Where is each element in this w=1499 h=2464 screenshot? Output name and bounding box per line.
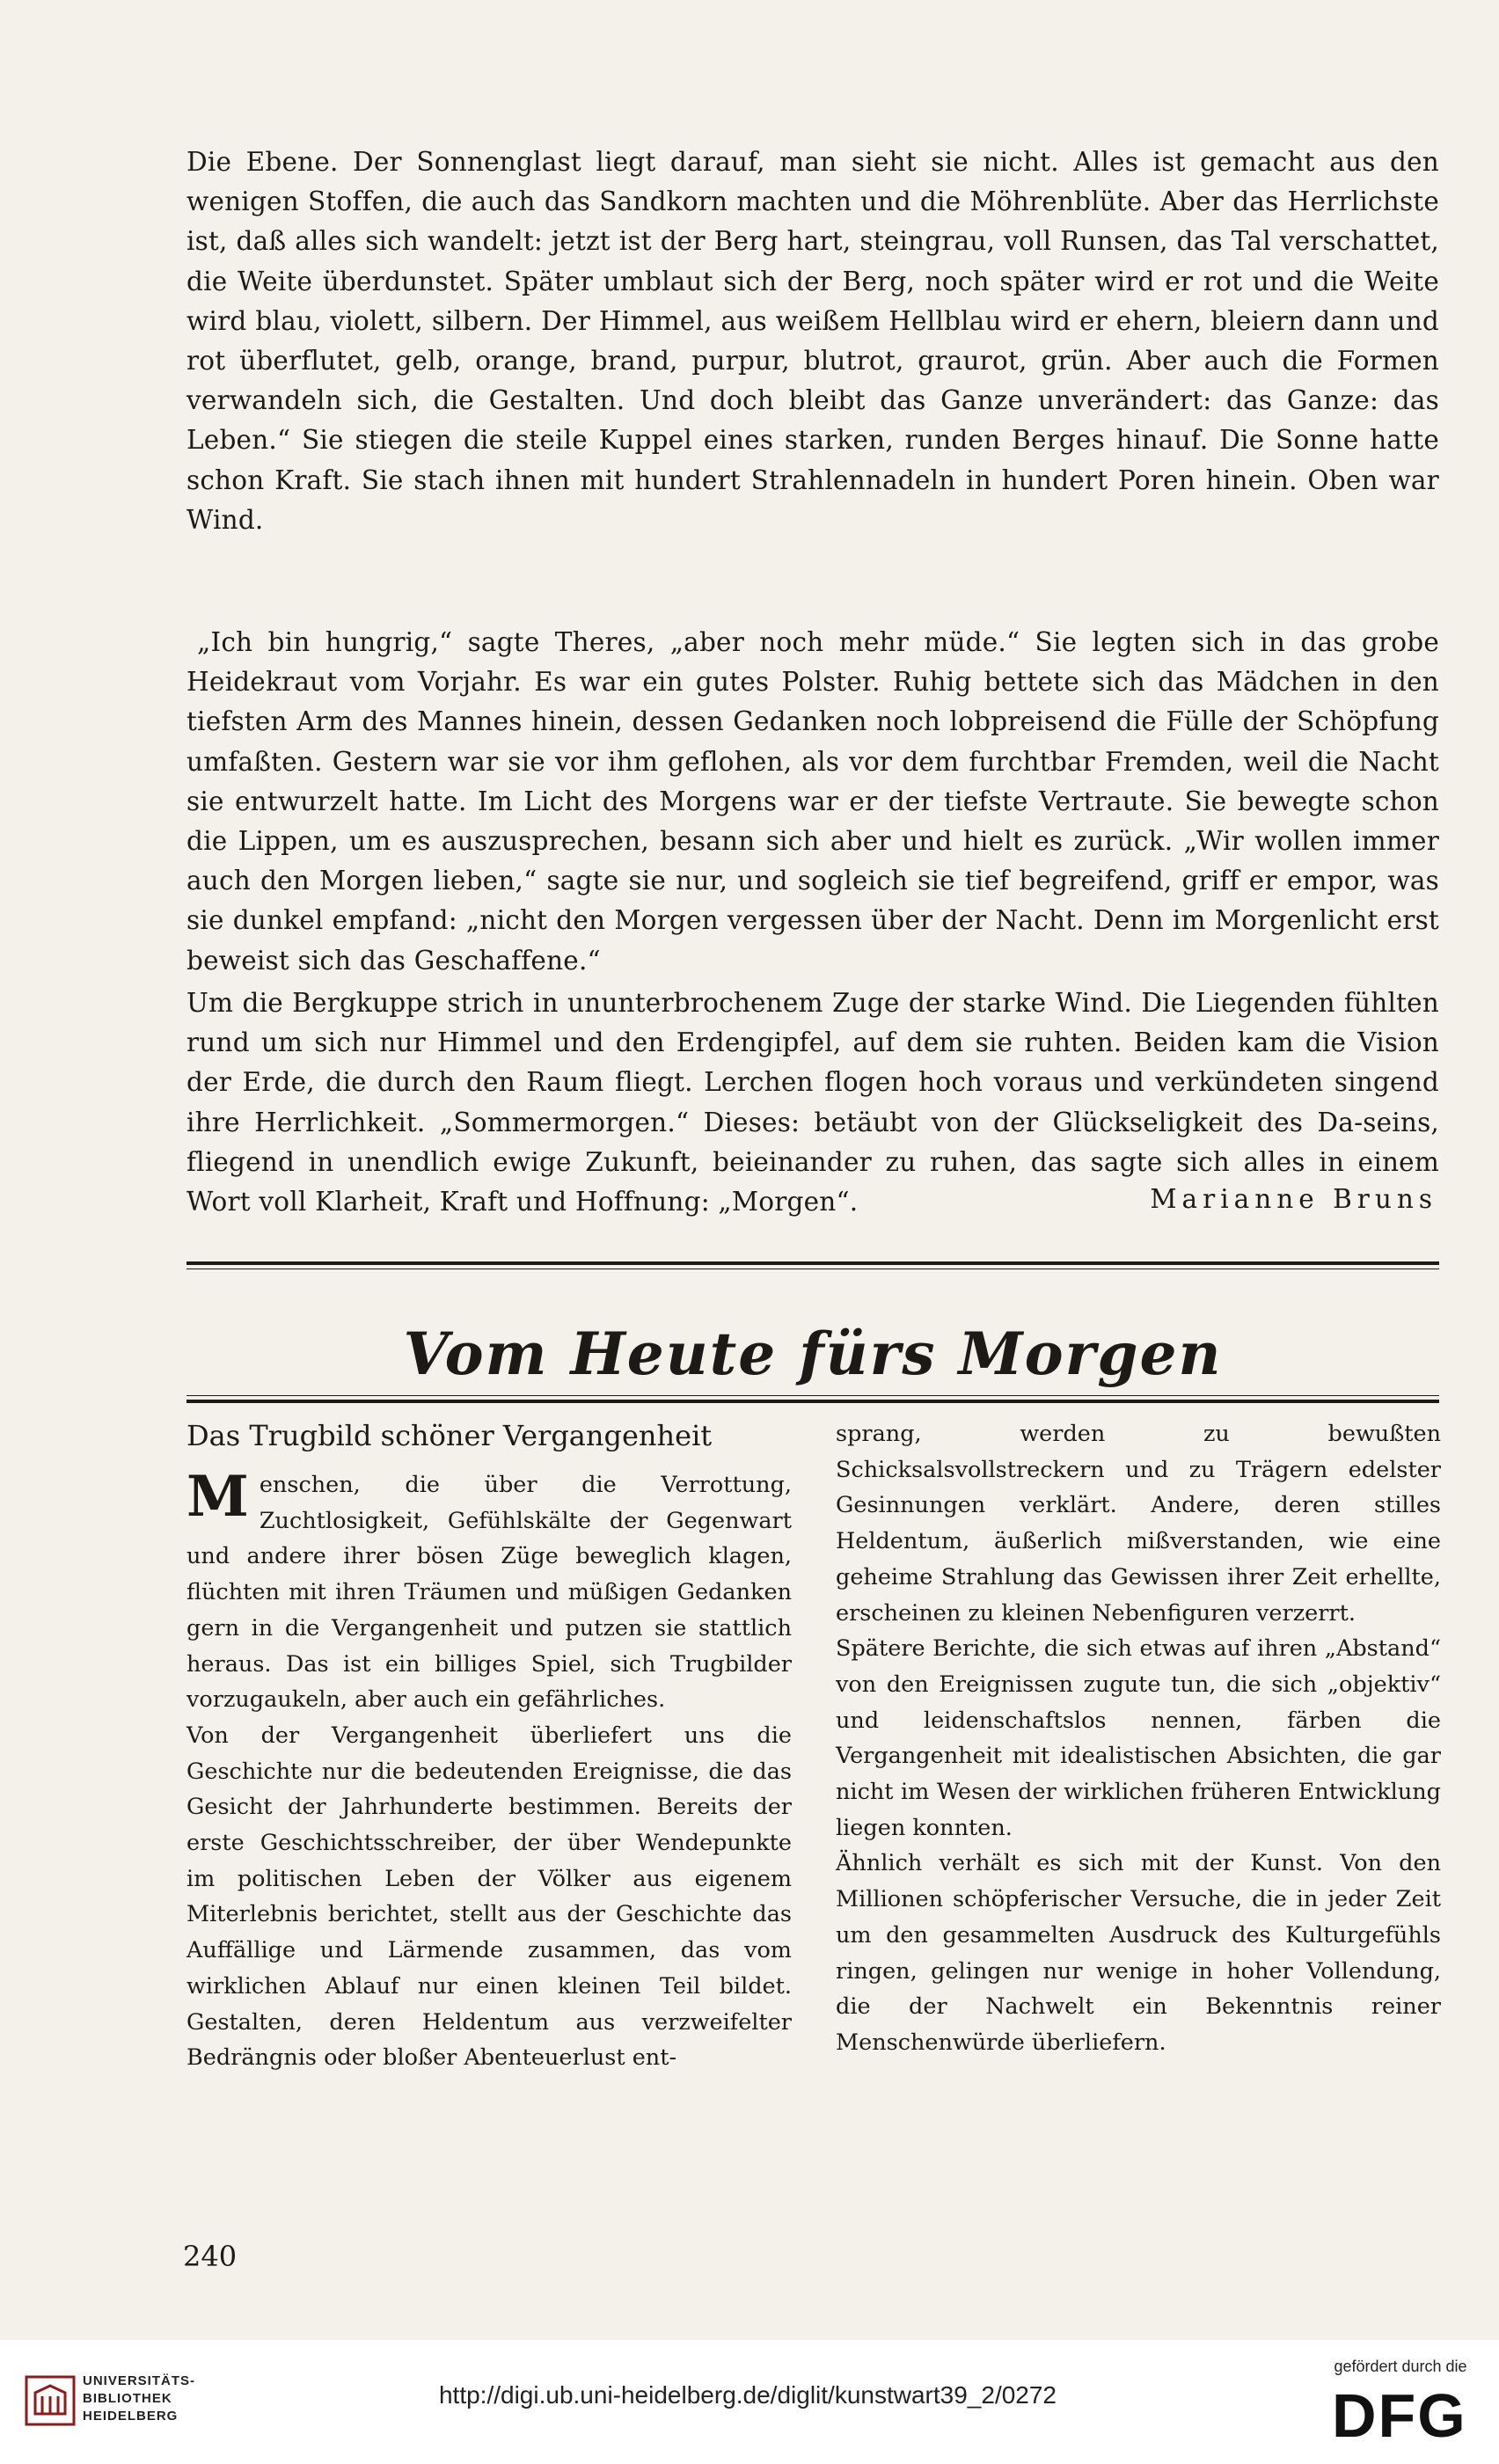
library-name-line-1: UNIVERSITÄTS- <box>83 2373 196 2388</box>
right-column <box>836 1416 1441 2061</box>
library-name-line-3: HEIDELBERG <box>83 2409 179 2424</box>
left-paragraph-1-text: enschen, die über die Verrottung, Zuchtlosigkeit, Gefühlskälte der Gegenwart und andere ihrer bösen Züge beweglich klagen, flüchten mit ihren Träumen und müßigen Gedanken gern in die Vergangenheit und putzen sie stattlich heraus. Das ist ein billiges Spiel, sich Trugbilder vorzugaukeln, aber auch ein gefährliches. <box>186 1472 792 1714</box>
divider-rule-bottom-thin <box>186 1395 1439 1396</box>
article-paragraph-1: Die Ebene. Der Sonnenglast liegt darauf, man sieht sie nicht. Alles ist gemacht aus den wenigen Stoffen, die auch das Sandkorn machten und die Möhrenblüte. Aber das Herrlichste ist, daß alles sich wandelt: jetzt ist der Berg hart, steingrau, voll Runsen, das Tal verschattet, die Weite überdunstet. Später umblaut sich der Berg, noch später wird er rot und die Weite wird blau, violett, silbern. Der Himmel, aus weißem Hellblau wird er ehern, bleiern dann und rot überflutet, gelb, orange, brand, purpur, blutrot, graurot, grün. Aber auch die Formen verwandeln sich, die Gestalten. Und doch bleibt das Ganze unverändert: das Ganze: das Leben.“ Sie stiegen die steile Kuppel eines starken, runden Berges hinauf. Die Sonne hatte schon Kraft. Sie stach ihnen mit hundert Strahlennadeln in hundert Poren hinein. Oben war Wind. <box>186 147 1439 535</box>
drop-cap: M <box>186 1464 249 1530</box>
divider-rule-top <box>186 1261 1439 1265</box>
dfg-logo[interactable]: DFG <box>1332 2381 1467 2450</box>
library-logo-icon[interactable] <box>25 2375 76 2426</box>
section-title: Vom Heute fürs Morgen <box>403 1320 1223 1388</box>
permalink-url[interactable]: http://digi.ub.uni-heidelberg.de/diglit/kunstwart39_2/0272 <box>438 2381 1057 2409</box>
article-paragraph-2: „Ich bin hungrig,“ sagte Theres, „aber noch mehr müde.“ Sie legten sich in das grobe Heidekraut vom Vorjahr. Es war ein gutes Polster. Ruhig bettete sich das Mädchen in den tiefsten Arm des Mannes hinein, dessen Gedanken noch lobpreisend die Fülle der Schöpfung umfaßten. Gestern war sie vor ihm geflohen, als vor dem furchtbar Fremden, weil die Nacht sie entwurzelt hatte. Im Licht des Morgens war er der tiefste Vertraute. Sie bewegte schon die Lippen, um es auszusprechen, besann sich aber und hielt es zurück. „Wir wollen immer auch den Morgen lieben,“ sagte sie nur, und sogleich sie tief begreifend, griff er empor, was sie dunkel empfand: „nicht den Morgen vergessen über der Nacht. Denn im Morgenlicht erst beweist sich das Geschaffene.“ <box>186 627 1439 976</box>
article-subtitle: Das Trugbild schöner Vergangenheit <box>186 1419 713 1452</box>
left-column-paragraph-1 <box>186 1464 792 1718</box>
library-name[interactable] <box>83 2373 195 2425</box>
page-number: 240 <box>183 2240 238 2273</box>
right-column-paragraph-2: Spätere Berichte, die sich etwas auf ihren „Abstand“ von den Ereignissen zugute tun, die sich „objektiv“ und leidenschaftslos nennen, färben die Vergangenheit mit idealistischen Absichten, die gar nicht im Wesen der wirklichen früheren Entwicklung liegen konnten. <box>836 1635 1441 1841</box>
divider-rule-bottom <box>186 1400 1439 1403</box>
left-column-paragraph-2: Von der Vergangenheit überliefert uns die Geschichte nur die bedeutenden Ereignisse, die das Gesicht der Jahrhunderte bestimmen. Bereits der erste Geschichtsschreiber, der über Wendepunkte im politischen Leben der Völker aus eigenem Miterlebnis berichtet, stellt aus der Geschichte das Auffällige und Lärmende zusammen, das vom wirklichen Ablauf nur einen kleinen Teil bildet. Gestalten, deren Heldentum aus verzweifelter Bedrängnis oder bloßer Abenteuerlust ent- <box>186 1722 792 2072</box>
right-column-paragraph-1: sprang, werden zu bewußten Schicksalsvollstreckern und zu Trägern edelster Gesinnungen verklärt. Andere, deren stilles Heldentum, äußerlich mißverstanden, wie eine geheime Strahlung das Gewissen ihrer Zeit erhellte, erscheinen zu kleinen Nebenfiguren verzerrt. <box>836 1421 1441 1627</box>
left-column <box>186 1416 792 2076</box>
author-signature: Marianne Bruns <box>1150 1184 1437 1214</box>
sponsor-text: gefördert durch die <box>1334 2358 1467 2375</box>
article-paragraph-3: Um die Bergkuppe strich in ununterbrochenem Zuge der starke Wind. Die Liegenden fühlten rund um sich nur Himmel und den Erdengipfel, auf dem sie ruhten. Beiden kam die Vision der Erde, die durch den Raum fliegt. Lerchen flogen hoch voraus und verkündeten singend ihre Herrlichkeit. „Sommermorgen.“ Dieses: betäubt von der Glückseligkeit des Da-seins, fliegend in unendlich ewige Zukunft, beieinander zu ruhen, das sagte sich alles in einem Wort voll Klarheit, Kraft und Hoffnung: „Morgen“. <box>186 988 1439 1217</box>
right-column-paragraph-3: Ähnlich verhält es sich mit der Kunst. Von den Millionen schöpferischer Versuche, die in jeder Zeit um den gesammelten Ausdruck des Kulturgefühls ringen, gelingen nur wenige in hoher Vollendung, die der Nachwelt ein Bekenntnis reiner Menschenwürde überliefern. <box>836 1850 1441 2056</box>
library-name-line-2: BIBLIOTHEK <box>83 2391 172 2406</box>
